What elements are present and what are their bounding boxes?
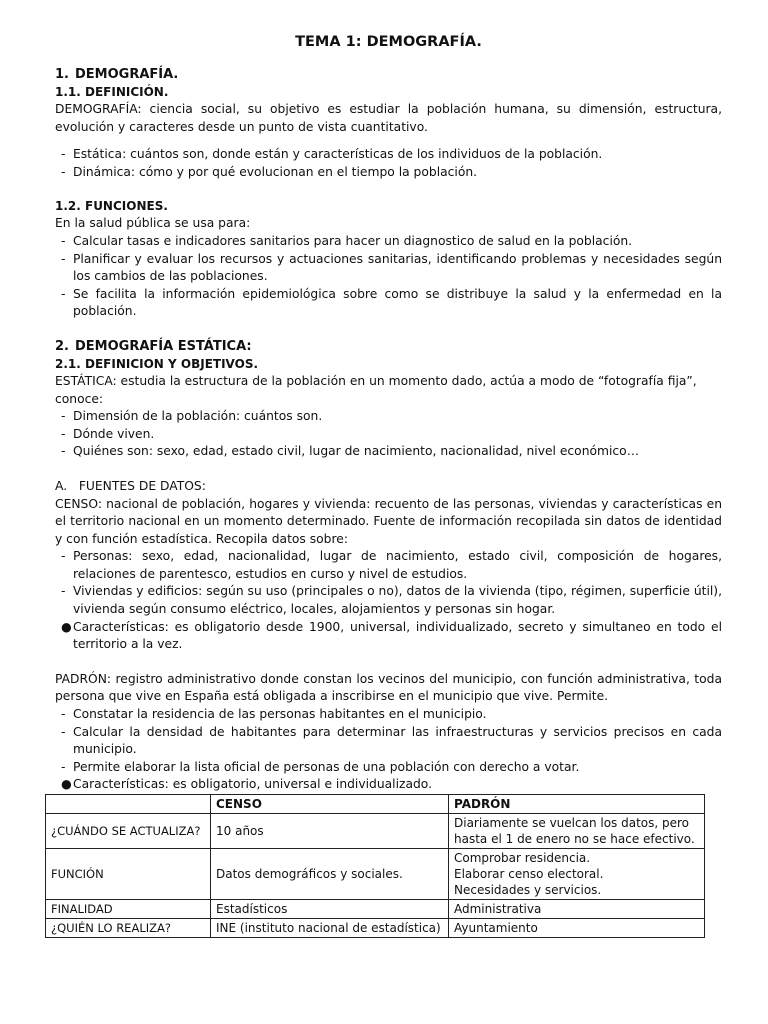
definition-paragraph: DEMOGRAFÍA: ciencia social, su objetivo es estudiar la población humana, su dimensión, estructura, evolución y caracteres desde un punto de vista cuantitativo. (55, 102, 722, 134)
table-cell: ¿CUÁNDO SE ACTUALIZA? (46, 814, 211, 849)
censo-list (55, 548, 722, 654)
list-item: ● Características: es obligatorio desde 1900, universal, individualizado, secreto y simultaneo en todo el territorio a la vez. (61, 619, 722, 652)
list-item: - Constatar la residencia de las personas habitantes en el municipio. (61, 707, 487, 722)
table-cell: Estadísticos (211, 900, 449, 919)
section-2-heading (55, 338, 722, 356)
table-cell: FUNCIÓN (46, 849, 211, 900)
list-item: - Permite elaborar la lista oficial de personas de una población con derecho a votar. (61, 759, 580, 774)
list-item: - Se facilita la información epidemiológica sobre como se distribuye la salud y la enfermedad en la población. (61, 286, 722, 319)
padron-paragraph: PADRÓN: registro administrativo donde constan los vecinos del municipio, con función administrativa, toda persona que vive en España está obligada a inscribirse en el municipio que vive. Permite. (55, 671, 722, 704)
subsection-1-2-heading: 1.2. FUNCIONES. (55, 199, 168, 214)
document-title: TEMA 1: DEMOGRAFÍA. (295, 34, 482, 50)
subsection-1-1-heading: 1.1. DEFINICIÓN. (55, 85, 169, 99)
table-cell: INE (instituto nacional de estadística) (211, 919, 449, 938)
sources-heading: A. FUENTES DE DATOS: (55, 478, 206, 493)
table-cell: Ayuntamiento (449, 919, 705, 938)
table-header: CENSO (211, 795, 449, 814)
section-1-heading (55, 66, 722, 84)
table-cell: 10 años (211, 814, 449, 849)
table-row (46, 814, 705, 849)
functions-list (55, 233, 722, 321)
list-item: ● Características: es obligatorio, universal e individualizado. (61, 777, 433, 792)
list-item: - Viviendas y edificios: según su uso (principales o no), datos de la vivienda (tipo, régimen, superficie útil), vivienda según consumo eléctrico, locales, alojamientos y personas sin hogar. (61, 584, 722, 617)
subsection-2-1-heading: 2.1. DEFINICION Y OBJETIVOS. (55, 356, 259, 371)
list-item: - Personas: sexo, edad, nacionalidad, lugar de nacimiento, estado civil, composición de hogares, relaciones de parentesco, estudios en curso y nivel de estudios. (61, 549, 722, 581)
section-1-number: 1. (55, 67, 69, 82)
table-row (46, 919, 705, 938)
static-items-list (55, 408, 722, 461)
static-definition: ESTÁTICA: estudia la estructura de la población en un momento dado, actúa a modo de “fotografía fija”, conoce: (55, 373, 697, 406)
list-item: - Dimensión de la población: cuántos son. (61, 409, 323, 424)
table-cell: Administrativa (449, 900, 705, 919)
comparison-table (45, 794, 705, 938)
table-cell: Datos demográficos y sociales. (211, 849, 449, 900)
list-item: - Dónde viven. (61, 426, 155, 441)
padron-list (55, 706, 722, 794)
table-header: PADRÓN (449, 795, 705, 814)
list-item: - Dinámica: cómo y por qué evolucionan en el tiempo la población. (61, 164, 478, 179)
section-1-title: DEMOGRAFÍA. (74, 67, 179, 82)
table-cell: FINALIDAD (46, 900, 211, 919)
table-row (46, 849, 705, 900)
table-cell: Comprobar residencia. Elaborar censo electoral. Necesidades y servicios. (449, 849, 705, 900)
section-2-title: DEMOGRAFÍA ESTÁTICA: (74, 338, 252, 354)
list-item: - Planificar y evaluar los recursos y actuaciones sanitarias, identificando problemas y necesidades según los cambios de las poblaciones. (61, 251, 722, 284)
functions-intro: En la salud pública se usa para: (55, 216, 251, 231)
section-2-number: 2. (55, 338, 69, 354)
list-item: - Calcular tasas e indicadores sanitarios para hacer un diagnostico de salud en la población. (61, 233, 633, 248)
censo-paragraph: CENSO: nacional de población, hogares y vivienda: recuento de las personas, viviendas y características en el territorio nacional en un momento determinado. Fuente de información recopilada sin datos de identidad y con función estadística. Recopila datos sobre: (55, 496, 722, 546)
demography-types-list (55, 146, 722, 181)
table-cell: Diariamente se vuelcan los datos, pero hasta el 1 de enero no se hace efectivo. (449, 814, 705, 849)
list-item: - Estática: cuántos son, donde están y características de los individuos de la población. (61, 147, 603, 162)
table-header-row (46, 795, 705, 814)
table-row (46, 900, 705, 919)
table-header (46, 795, 211, 814)
list-item: - Calcular la densidad de habitantes para determinar las infraestructuras y servicios precisos en cada municipio. (61, 724, 722, 757)
table-cell: ¿QUIÉN LO REALIZA? (46, 919, 211, 938)
list-item: - Quiénes son: sexo, edad, estado civil, lugar de nacimiento, nacionalidad, nivel económico… (61, 444, 639, 459)
